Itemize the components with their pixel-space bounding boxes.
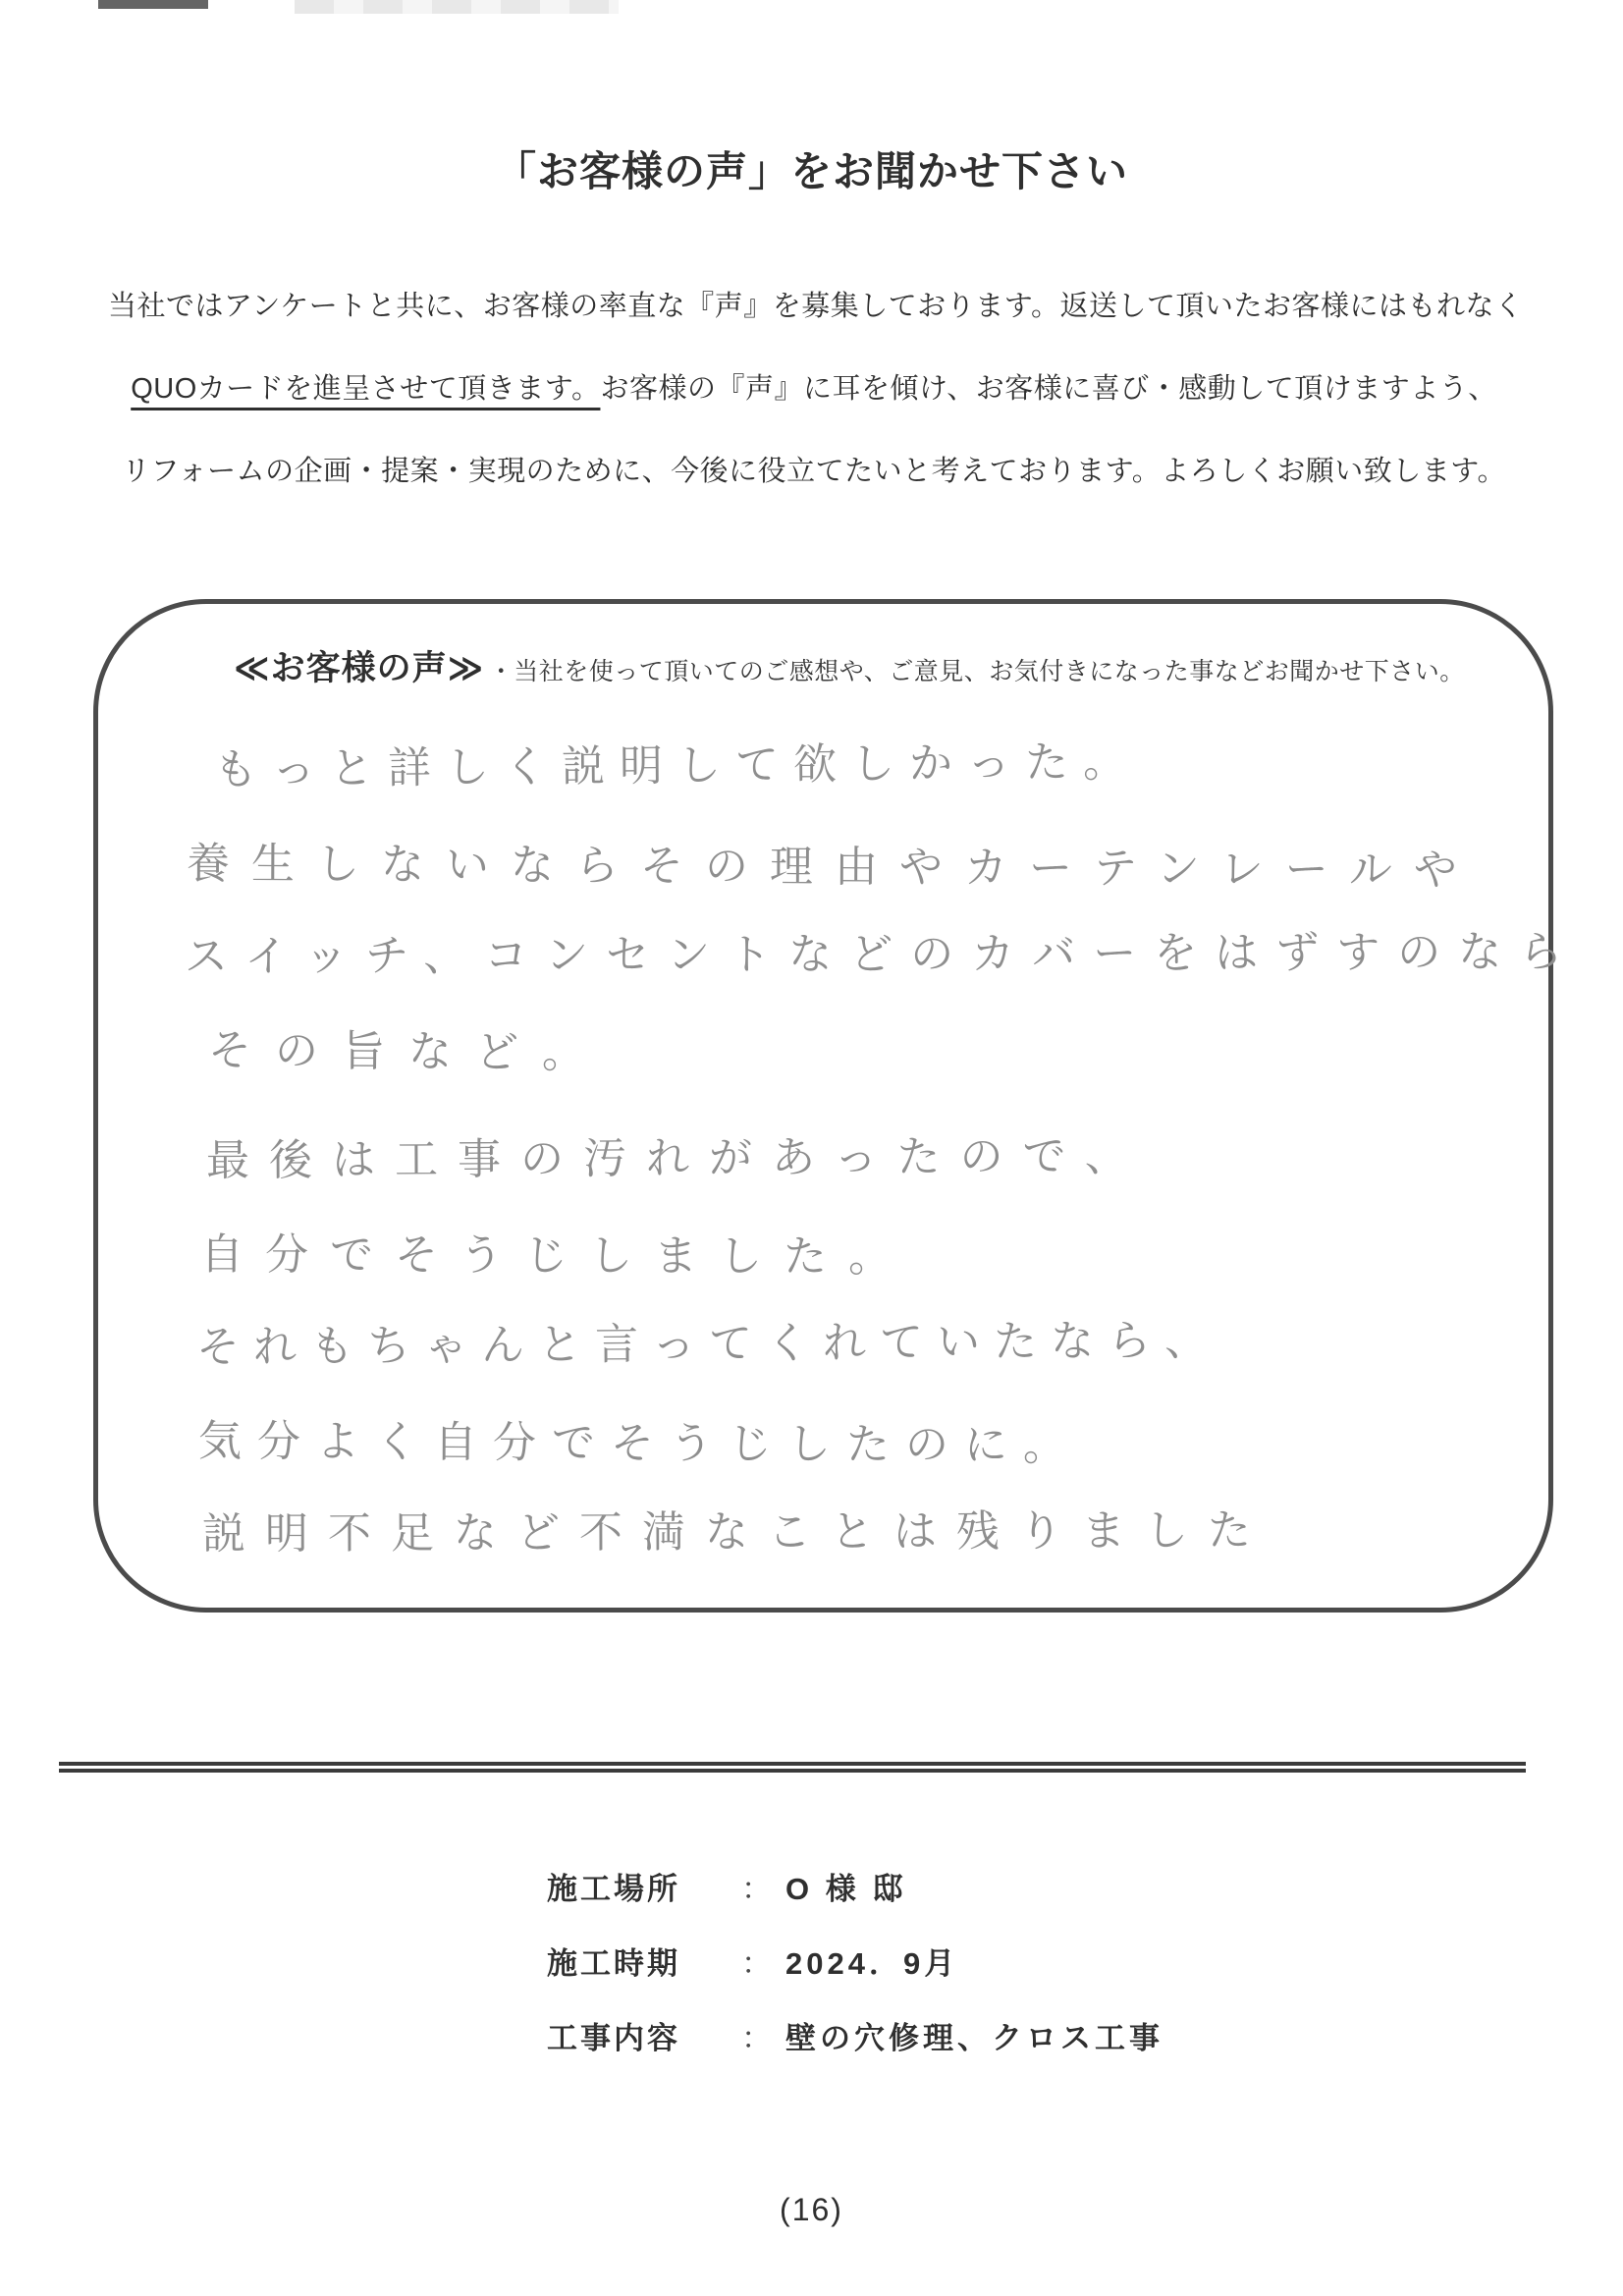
box-heading: ≪お客様の声≫ [234,649,485,687]
project-details [547,1864,1163,2088]
intro-line-1: 当社ではアンケートと共に、お客様の率直な『声』を募集しております。返送して頂いたお客様にはもれなく [108,291,1524,322]
detail-label: 施工時期 [547,1946,680,1981]
page-number: (16) [780,2192,843,2227]
handwritten-feedback [167,724,1581,1581]
detail-colon: ： [741,1872,772,1906]
box-heading-note: ・当社を使って頂いてのご感想や、ご意見、お気付きになった事などお聞かせ下さい。 [488,658,1465,685]
double-rule-divider [59,1762,1526,1773]
intro-line-2-rest: お客様の『声』に耳を傾け、お客様に喜び・感動して頂けますよう、 [600,373,1497,405]
detail-value: 壁の穴修理、クロス工事 [785,2021,1163,2055]
detail-row-work [547,2013,1163,2088]
handwritten-line-3: スイッチ、コンセントなどのカバーをはずすのなら [184,927,1581,981]
handwritten-line-4: その旨など。 [207,1026,610,1078]
page-title: 「お客様の声」をお聞かせ下さい [494,148,1128,194]
intro-line-2 [108,373,1520,405]
detail-colon: ： [741,1946,772,1981]
handwritten-line-8: 気分よく自分でそうじしたのに。 [197,1417,1083,1470]
detail-row-location [547,1864,1163,1939]
detail-row-period [547,1939,1163,2013]
quo-card-underlined-text: QUOカードを進呈させて頂きます。 [131,373,601,405]
handwritten-line-1: もっと詳しく説明して欲しかった。 [213,738,1142,794]
handwritten-line-9: 説明不足など不満なことは残りました [201,1506,1271,1558]
handwritten-line-5: 最後は工事の汚れがあったので、 [205,1131,1148,1185]
detail-label: 工事内容 [547,2021,680,2055]
detail-label: 施工場所 [547,1872,680,1906]
intro-paragraph [108,291,1524,538]
handwritten-line-2: 養生しないならその理由やカーテンレールや [186,840,1479,895]
customer-voice-box-header [234,641,1489,690]
detail-value: O 様 邸 [785,1872,907,1906]
detail-colon: ： [741,2021,772,2055]
intro-line-3: リフォームの企画・提案・実現のために、今後に役立てたいと考えております。よろしくお願い致します。 [122,456,1506,487]
scan-artifact-light [295,0,619,14]
handwritten-line-7: それもちゃんと言ってくれていたなら、 [195,1316,1222,1372]
detail-value: 2024．9月 [785,1946,959,1981]
handwritten-line-6: 自分でそうじしました。 [199,1230,914,1282]
customer-voice-box [93,599,1581,1613]
scan-artifact-dark [98,0,208,9]
